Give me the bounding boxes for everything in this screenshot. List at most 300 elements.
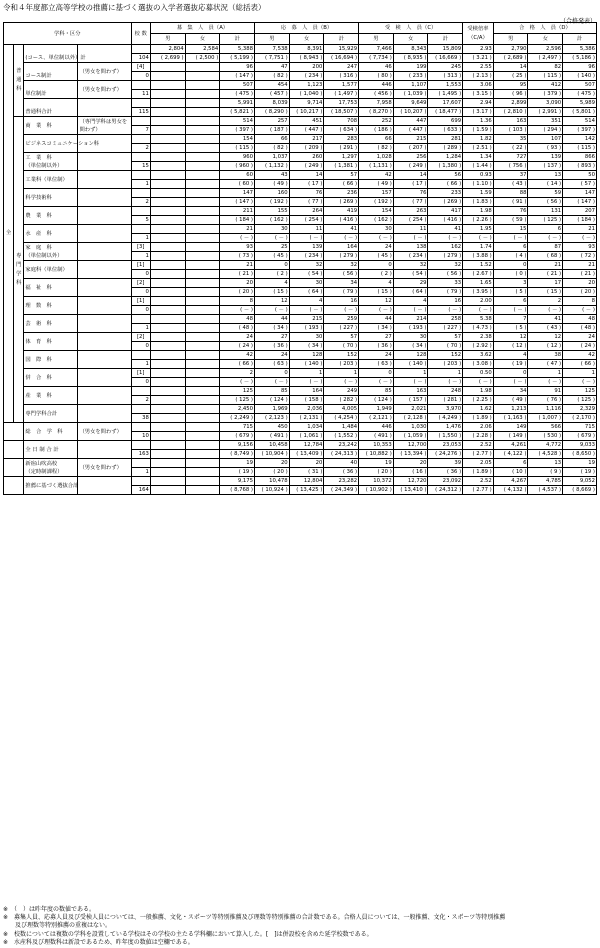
value-previous: ( 187 ): [255, 126, 290, 135]
school-count-bracket: [1]: [131, 261, 150, 270]
value-current: 5.38: [463, 315, 494, 324]
value-current: 1,030: [393, 423, 428, 432]
value-current: 1.59: [463, 189, 494, 198]
value-previous: ( 64 ): [393, 288, 428, 297]
value-previous: ( 124 ): [255, 396, 290, 405]
table-row: [4, 135, 597, 144]
value-previous: ( 2.51 ): [463, 144, 494, 153]
value-previous: ( 282 ): [324, 396, 359, 405]
header-pass: 合 格 人 員（D）: [493, 23, 596, 34]
value-current: [185, 63, 220, 72]
value-current: 47: [255, 63, 290, 72]
value-previous-text: 1,497: [338, 91, 354, 97]
value-previous: ( 36 ): [324, 468, 359, 477]
value-previous-text: －: [585, 307, 592, 313]
school-count: 10: [131, 432, 150, 441]
value-previous: ( 115 ): [528, 72, 563, 81]
value-previous: ( 16 ): [393, 468, 428, 477]
value-current: 82: [528, 63, 563, 72]
value-current: 2.93: [463, 45, 494, 54]
value-previous: ( 2 ): [359, 270, 394, 279]
value-current: 566: [528, 423, 563, 432]
value-previous-text: －: [278, 235, 284, 241]
value-current: 128: [289, 351, 324, 360]
value-current: 264: [289, 207, 324, 216]
school-count: 1: [131, 234, 150, 243]
value-previous: ( － ): [463, 378, 494, 387]
value-previous-text: －: [348, 235, 354, 241]
value-previous-text: 2.13: [476, 73, 488, 79]
value-previous: [185, 306, 220, 315]
value-current: [150, 297, 185, 306]
header-female: 女: [185, 34, 220, 45]
school-count-bracket: [131, 81, 150, 90]
value-previous-text: 4,249: [442, 415, 458, 421]
value-previous-text: 294: [547, 127, 558, 133]
value-previous-text: 1,381: [338, 163, 354, 169]
value-previous-text: 234: [308, 253, 319, 259]
value-current: 1,028: [359, 153, 394, 162]
value-current: [150, 63, 185, 72]
value-previous: ( － ): [563, 378, 597, 387]
value-previous-text: 254: [308, 217, 319, 223]
value-previous-text: －: [382, 379, 389, 385]
value-previous: ( 125 ): [220, 396, 255, 405]
value-previous-text: 34: [277, 325, 284, 331]
row-note: [78, 243, 131, 261]
value-previous-text: 1,039: [407, 91, 423, 97]
value-current: 2: [528, 297, 563, 306]
value-current: 57: [324, 333, 359, 342]
value-previous-text: －: [482, 307, 488, 313]
value-previous-text: 4,132: [507, 487, 523, 493]
row-sublabel-text: 普通科合計: [25, 108, 52, 115]
value-current: 8,391: [289, 45, 324, 54]
value-previous-text: 3.15: [476, 91, 488, 97]
row-note: [78, 153, 131, 171]
table-row: [4, 297, 597, 306]
value-previous-text: 20: [242, 289, 250, 295]
value-current: 1.98: [463, 207, 494, 216]
row-label: [24, 441, 78, 459]
value-previous-text: 115: [239, 145, 250, 151]
value-previous-text: 1,040: [303, 91, 319, 97]
value-current: 85: [255, 387, 290, 396]
value-current: 1,116: [528, 405, 563, 414]
value-previous: ( 203 ): [324, 360, 359, 369]
value-previous: [185, 198, 220, 207]
table-row: [4, 387, 597, 396]
value-previous: ( 18,477 ): [428, 108, 463, 117]
value-previous-text: 203: [447, 361, 458, 367]
value-previous-text: 184: [581, 217, 592, 223]
value-current: [150, 459, 185, 468]
value-previous: ( 137 ): [528, 162, 563, 171]
row-label: [24, 189, 78, 207]
value-previous-text: 491: [377, 433, 389, 439]
value-current: 0: [255, 261, 290, 270]
value-previous-text: 530: [547, 433, 558, 439]
value-previous: ( 82 ): [359, 144, 394, 153]
value-previous: ( 140 ): [289, 360, 324, 369]
value-current: [150, 207, 185, 216]
value-previous-text: 2,121: [372, 415, 389, 421]
value-previous-text: 19: [242, 469, 250, 475]
value-current: 0: [359, 261, 394, 270]
value-previous-text: 2,689: [507, 55, 523, 61]
value-previous-text: 475: [581, 91, 592, 97]
value-previous: ( 316 ): [324, 72, 359, 81]
value-current: 281: [428, 135, 463, 144]
value-current: 1: [324, 369, 359, 378]
value-previous: ( － ): [359, 234, 394, 243]
value-previous-text: 115: [581, 145, 592, 151]
value-current: 20: [563, 279, 597, 288]
table-row: [4, 477, 597, 486]
value-previous-text: 1,380: [442, 163, 458, 169]
school-count-bracket: [131, 477, 150, 486]
value-previous: ( 43 ): [528, 324, 563, 333]
value-previous-text: 2: [280, 271, 284, 277]
value-current: 27: [359, 333, 394, 342]
table-row: [4, 63, 597, 72]
value-current: 2,036: [289, 405, 324, 414]
value-previous-text: 313: [447, 73, 458, 79]
row-label: [24, 351, 78, 369]
value-previous: ( 475 ): [563, 90, 597, 99]
value-previous: ( 227 ): [324, 324, 359, 333]
value-previous-text: 756: [512, 163, 523, 169]
value-current: 23,282: [324, 477, 359, 486]
value-previous-text: 4,122: [507, 451, 523, 457]
value-previous-text: 124: [377, 397, 389, 403]
value-previous-text: 24: [242, 343, 250, 349]
value-previous: ( － ): [528, 234, 563, 243]
value-previous-text: －: [348, 307, 354, 313]
value-previous: [150, 162, 185, 171]
row-note: （男女を問わず）: [78, 81, 131, 99]
value-current: 5,388: [220, 45, 255, 54]
header-ratio: 受検倍率（C/A）: [463, 23, 494, 45]
value-previous-text: 1.89: [476, 415, 488, 421]
value-previous: ( 36 ): [255, 342, 290, 351]
value-previous: ( － ): [359, 306, 394, 315]
value-previous-text: 2.51: [476, 145, 488, 151]
value-previous-text: 8,935: [407, 55, 423, 61]
value-current: 24: [359, 243, 394, 252]
row-label-text: 水 産 科: [25, 230, 52, 237]
value-previous-text: －: [278, 379, 284, 385]
value-previous-text: 157: [412, 397, 423, 403]
row-label-text: ビジネスコミュニケーション科: [25, 140, 100, 147]
footnotes: [3, 906, 597, 947]
value-current: 9,714: [289, 99, 324, 108]
header-male: 男: [493, 34, 528, 45]
value-current: [150, 387, 185, 396]
value-previous: ( 49 ): [255, 180, 290, 189]
value-previous-text: 125: [239, 397, 250, 403]
value-current: 6: [493, 459, 528, 468]
value-current: 85: [359, 387, 394, 396]
value-previous-text: 3.95: [476, 289, 488, 295]
value-current: 1: [428, 369, 463, 378]
value-previous-text: 3.21: [476, 55, 488, 61]
value-current: 1,577: [324, 81, 359, 90]
value-current: 39: [428, 459, 463, 468]
value-previous-text: 10,902: [369, 487, 389, 493]
value-previous-text: 45: [381, 253, 389, 259]
value-previous-text: 5: [519, 325, 523, 331]
value-current: 20: [255, 459, 290, 468]
value-current: [185, 333, 220, 342]
value-previous: ( 45 ): [359, 252, 394, 261]
value-previous-text: －: [552, 307, 558, 313]
value-previous: ( 21 ): [563, 270, 597, 279]
row-label: [24, 153, 78, 171]
value-previous: ( － ): [220, 234, 255, 243]
value-previous: [150, 486, 185, 495]
value-previous-text: 115: [547, 73, 558, 79]
row-note: [78, 333, 131, 351]
value-previous: [150, 324, 185, 333]
value-previous-text: －: [382, 235, 389, 241]
value-current: [150, 225, 185, 234]
value-current: 16: [324, 297, 359, 306]
publication-label: （合格発表）: [559, 18, 596, 25]
value-previous: ( 115 ): [220, 144, 255, 153]
value-previous: ( 2,810 ): [493, 108, 528, 117]
row-note: [78, 351, 131, 369]
value-previous-text: 2,497: [542, 55, 558, 61]
value-previous: ( 5,801 ): [563, 108, 597, 117]
value-previous: ( 234 ): [289, 252, 324, 261]
value-previous: ( 207 ): [393, 144, 428, 153]
value-current: [150, 261, 185, 270]
value-previous-text: 3.08: [476, 361, 488, 367]
value-previous: ( 4,122 ): [493, 450, 528, 459]
value-current: 236: [324, 189, 359, 198]
value-previous: ( 294 ): [528, 126, 563, 135]
value-current: 57: [324, 171, 359, 180]
value-previous-text: 679: [581, 433, 592, 439]
value-current: 40: [324, 459, 359, 468]
value-previous-text: 4.73: [476, 325, 488, 331]
value-previous: ( 5 ): [493, 288, 528, 297]
school-count-bracket: [2]: [131, 333, 150, 342]
value-previous-text: 82: [277, 73, 284, 79]
value-previous: ( 2,249 ): [220, 414, 255, 423]
value-previous-text: 43: [550, 325, 558, 331]
value-current: 76: [493, 207, 528, 216]
row-label: [24, 117, 78, 135]
value-current: 199: [393, 63, 428, 72]
value-previous-text: 184: [239, 217, 250, 223]
value-previous: [185, 180, 220, 189]
value-current: 21: [220, 261, 255, 270]
value-previous-text: 2.28: [476, 433, 488, 439]
row-note: [78, 441, 131, 459]
value-previous: ( 115 ): [563, 144, 597, 153]
value-previous-text: 45: [277, 253, 284, 259]
value-previous-text: 2,170: [576, 415, 592, 421]
value-current: 96: [563, 63, 597, 72]
value-previous: ( 192 ): [359, 198, 394, 207]
header-category: 学科・区分: [4, 23, 132, 45]
value-previous: ( 279 ): [428, 252, 463, 261]
value-previous: ( 1.59 ): [463, 126, 494, 135]
value-previous: ( 125 ): [563, 396, 597, 405]
row-label: [24, 81, 78, 99]
value-current: [150, 117, 185, 126]
value-current: 20: [393, 459, 428, 468]
school-count-bracket: [4]: [131, 63, 150, 72]
header-total: 計: [428, 34, 463, 45]
value-previous: [185, 396, 220, 405]
row-label: [24, 171, 78, 189]
header-total: 計: [563, 34, 597, 45]
value-previous: ( 24,349 ): [324, 486, 359, 495]
value-previous: ( 679 ): [563, 432, 597, 441]
value-current: [185, 297, 220, 306]
value-previous-text: 1,550: [442, 433, 458, 439]
value-previous: ( 47 ): [528, 360, 563, 369]
value-previous-text: 1,495: [442, 91, 458, 97]
value-previous-text: 158: [308, 397, 319, 403]
value-previous-text: 12: [550, 343, 558, 349]
value-current: 5,386: [563, 45, 597, 54]
value-previous-text: 34: [311, 343, 319, 349]
value-current: [150, 351, 185, 360]
value-current: 258: [428, 315, 463, 324]
value-previous: ( 1,059 ): [393, 432, 428, 441]
value-previous: ( 77 ): [393, 198, 428, 207]
group-blank: [4, 441, 24, 459]
value-previous: ( 184 ): [563, 216, 597, 225]
value-current: 17: [528, 279, 563, 288]
school-count: 0: [131, 270, 150, 279]
value-previous-text: 60: [242, 181, 250, 187]
value-previous-text: 186: [377, 127, 389, 133]
value-previous-text: －: [313, 307, 319, 313]
value-current: [185, 315, 220, 324]
value-previous-text: 397: [581, 127, 592, 133]
value-previous: ( 2 ): [255, 270, 290, 279]
value-previous: ( 7,751 ): [255, 54, 290, 63]
value-previous-text: 447: [308, 127, 319, 133]
value-current: 514: [563, 117, 597, 126]
value-previous: [185, 270, 220, 279]
value-previous: [150, 72, 185, 81]
value-previous-text: 2.77: [476, 451, 488, 457]
value-previous-text: 2: [384, 271, 389, 277]
value-previous: ( 22 ): [493, 144, 528, 153]
value-previous-text: 7,751: [268, 55, 284, 61]
value-previous: ( 36 ): [428, 468, 463, 477]
value-previous: ( 158 ): [289, 396, 324, 405]
value-previous-text: 5,801: [576, 109, 592, 115]
value-current: 256: [393, 153, 428, 162]
value-previous-text: 2,123: [268, 415, 284, 421]
value-current: [150, 405, 185, 414]
value-current: 23,053: [428, 441, 463, 450]
value-current: 727: [493, 153, 528, 162]
value-current: 11: [289, 225, 324, 234]
value-current: 7: [493, 315, 528, 324]
value-previous: ( － ): [324, 306, 359, 315]
value-current: 2,899: [493, 99, 528, 108]
row-label-text: 福 祉 科: [25, 284, 52, 291]
value-previous: ( － ): [393, 378, 428, 387]
value-previous: [150, 90, 185, 99]
value-previous: ( － ): [324, 378, 359, 387]
value-previous-text: 79: [450, 289, 458, 295]
value-previous: ( 19 ): [493, 360, 528, 369]
value-previous: ( 7,734 ): [359, 54, 394, 63]
value-previous-text: 47: [550, 361, 558, 367]
value-previous: [150, 468, 185, 477]
row-sublabel-text: 単位制計: [25, 90, 47, 97]
value-previous: ( 234 ): [393, 252, 428, 261]
value-current: [185, 279, 220, 288]
value-current: [185, 135, 220, 144]
row-note: [78, 279, 131, 297]
value-previous-text: 192: [273, 199, 284, 205]
value-previous: ( 13,394 ): [393, 450, 428, 459]
value-current: 32: [289, 261, 324, 270]
value-previous: ( 34 ): [393, 342, 428, 351]
value-previous-text: 140: [412, 361, 423, 367]
value-previous: ( 475 ): [220, 90, 255, 99]
group-futsu-label: 普通科: [14, 45, 24, 117]
value-current: 152: [324, 351, 359, 360]
value-previous: ( 10 ): [493, 468, 528, 477]
value-previous-text: －: [552, 235, 558, 241]
value-previous: [185, 486, 220, 495]
value-previous-text: 14: [550, 181, 558, 187]
value-previous: ( － ): [289, 306, 324, 315]
value-previous-text: 93: [550, 145, 558, 151]
value-previous: ( 147 ): [220, 198, 255, 207]
value-previous: ( 79 ): [428, 288, 463, 297]
value-current: 23,242: [324, 441, 359, 450]
value-current: 1.65: [463, 279, 494, 288]
value-previous-text: 192: [377, 199, 389, 205]
value-previous-text: 193: [308, 325, 319, 331]
value-previous-text: 63: [381, 361, 389, 367]
header-male: 男: [359, 34, 394, 45]
value-current: 163: [493, 117, 528, 126]
value-previous: [185, 378, 220, 387]
value-current: 514: [220, 117, 255, 126]
value-previous: ( 279 ): [324, 252, 359, 261]
value-previous-text: 162: [377, 217, 389, 223]
value-current: [185, 459, 220, 468]
value-current: 8: [563, 297, 597, 306]
row-label: [24, 369, 78, 387]
value-current: 1,213: [493, 405, 528, 414]
value-previous: ( 397 ): [220, 126, 255, 135]
value-current: 139: [528, 153, 563, 162]
value-previous: ( 447 ): [289, 126, 324, 135]
value-previous: ( 56 ): [428, 270, 463, 279]
group-blank: [4, 459, 24, 477]
value-previous: ( 4,537 ): [528, 486, 563, 495]
value-current: 507: [220, 81, 255, 90]
school-count-bracket: [131, 171, 150, 180]
school-count-bracket: [3]: [131, 243, 150, 252]
value-previous: ( 157 ): [393, 396, 428, 405]
value-previous: ( 4 ): [493, 252, 528, 261]
